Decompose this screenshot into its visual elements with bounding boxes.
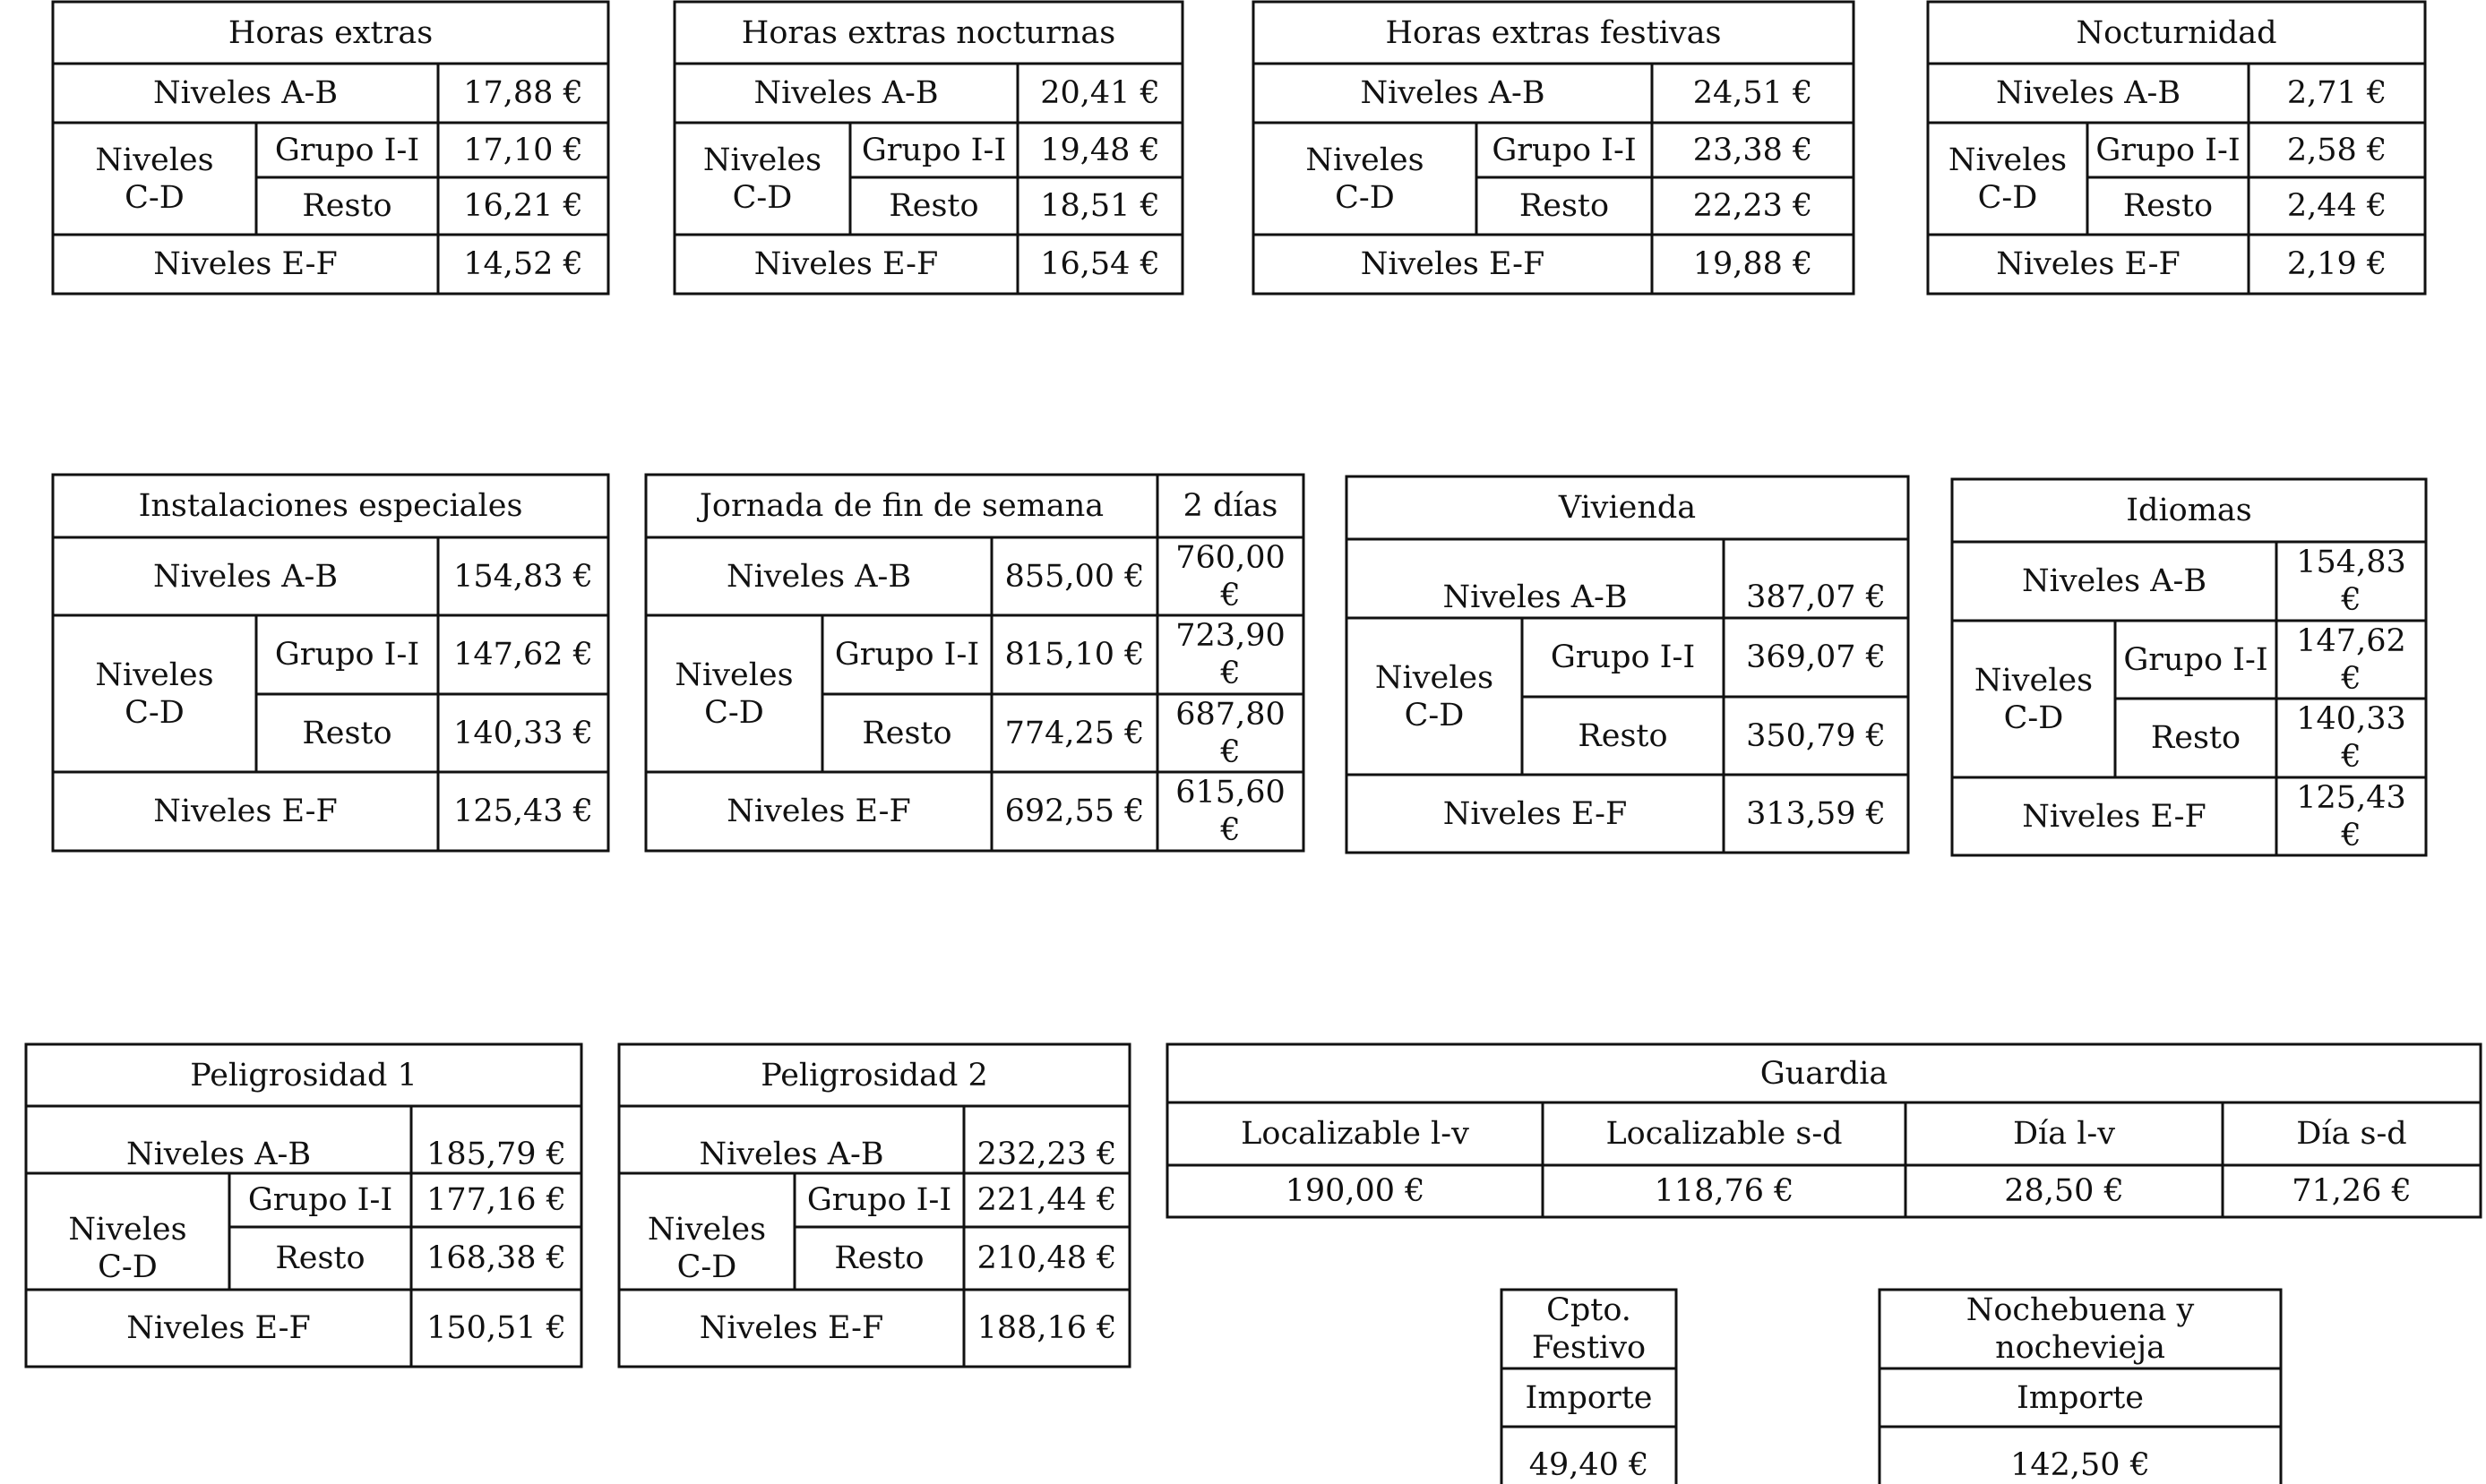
row-label-cd: Niveles C-D [95, 142, 214, 216]
value-ab: 185,79 € [426, 1137, 566, 1172]
value-resto: 350,79 € [1746, 717, 1886, 754]
row-label-resto: Resto [834, 1240, 925, 1276]
row-label-grupo: Grupo I-I [1492, 132, 1637, 168]
value-ef: 125,43 € [2296, 779, 2406, 854]
row-label-ef: Niveles E-F [1360, 246, 1545, 282]
row-label-resto: Resto [889, 188, 979, 224]
row-label-ef: Niveles E-F [1442, 795, 1628, 832]
table-title: Horas extras nocturnas [741, 14, 1116, 51]
row-label-grupo: Grupo I-I [274, 132, 420, 168]
row-label-ab: Niveles A-B [1442, 579, 1628, 615]
row-label-ef: Niveles E-F [153, 246, 338, 282]
row-label-ab: Niveles A-B [125, 1137, 312, 1172]
row-label-grupo: Grupo I-I [274, 637, 420, 673]
value-ef: 14,52 € [463, 246, 583, 282]
row-label-ab: Niveles A-B [753, 75, 939, 111]
row-label-cd: Niveles C-D [647, 1212, 767, 1285]
value-ab: 17,88 € [463, 75, 583, 111]
table-title: Nocturnidad [2076, 14, 2277, 51]
table-title: Peligrosidad 2 [761, 1057, 988, 1094]
table-title: Horas extras [228, 14, 434, 51]
value-ab: 855,00 € [1004, 558, 1145, 595]
header-dia-lv: Día l-v [2012, 1116, 2116, 1152]
importe-label: Importe [1525, 1379, 1653, 1416]
importe-value: 142,50 € [2010, 1447, 2150, 1483]
row-label-grupo: Grupo I-I [2095, 132, 2241, 168]
row-label-ab: Niveles A-B [152, 75, 339, 111]
row-label-ab: Niveles A-B [699, 1137, 884, 1172]
row-label-grupo: Grupo I-I [2123, 641, 2268, 678]
row-label-ef: Niveles E-F [153, 793, 338, 829]
table-title-2-dias: 2 días [1183, 488, 1278, 524]
table-title: Instalaciones especiales [138, 488, 523, 524]
value-grupo: 23,38 € [1692, 132, 1813, 168]
value-resto: 16,21 € [463, 188, 583, 224]
value-dia-sd: 71,26 € [2292, 1173, 2412, 1209]
value-ab: 24,51 € [1692, 75, 1813, 111]
row-label-grupo: Grupo I-I [834, 637, 980, 673]
value-resto: 140,33 € [453, 715, 593, 751]
value-dia-lv: 28,50 € [2004, 1173, 2124, 1209]
row-label-grupo: Grupo I-I [806, 1182, 952, 1218]
table-title: Guardia [1759, 1055, 1888, 1092]
header-localizable-sd: Localizable s-d [1605, 1116, 1843, 1152]
value-ef: 2,19 € [2286, 246, 2387, 282]
row-label-cd: Niveles C-D [95, 656, 214, 731]
value-ab-2-dias: 760,00 € [1175, 539, 1286, 613]
table-title: Nochebuena y nochevieja [1966, 1292, 2195, 1366]
row-label-ab: Niveles A-B [1995, 75, 2181, 111]
row-label-cd: Niveles C-D [702, 142, 822, 216]
row-label-cd: Niveles C-D [1974, 662, 2094, 736]
row-label-ab: Niveles A-B [152, 558, 339, 595]
importe-label: Importe [2017, 1379, 2144, 1416]
row-label-ef: Niveles E-F [699, 1310, 884, 1346]
row-label-resto: Resto [2150, 720, 2241, 756]
row-label-ef: Niveles E-F [1996, 246, 2181, 282]
value-ef: 19,88 € [1692, 246, 1813, 282]
value-resto: 774,25 € [1004, 715, 1145, 751]
row-label-ef: Niveles E-F [126, 1310, 311, 1346]
value-resto: 140,33 € [2296, 701, 2406, 775]
row-label-cd: Niveles C-D [1948, 142, 2068, 216]
row-label-resto: Resto [862, 715, 952, 751]
table-title: Vivienda [1558, 490, 1697, 526]
row-label-cd: Niveles C-D [1374, 659, 1494, 733]
value-ef-2-dias: 615,60 € [1175, 775, 1286, 848]
value-ef: 188,16 € [976, 1310, 1117, 1346]
row-label-resto: Resto [302, 715, 392, 751]
value-ef: 313,59 € [1746, 795, 1886, 832]
value-ef: 16,54 € [1040, 246, 1160, 282]
row-label-cd: Niveles C-D [1305, 142, 1424, 216]
value-ef: 150,51 € [426, 1310, 566, 1346]
table-title: Peligrosidad 1 [190, 1057, 417, 1094]
row-label-grupo: Grupo I-I [1550, 639, 1696, 675]
value-grupo: 19,48 € [1040, 132, 1160, 168]
value-ef: 125,43 € [453, 793, 593, 829]
value-ab: 387,07 € [1746, 579, 1886, 615]
value-ab: 154,83 € [2296, 545, 2406, 618]
row-label-resto: Resto [1578, 717, 1668, 754]
value-grupo: 221,44 € [976, 1182, 1117, 1218]
value-ef: 692,55 € [1004, 793, 1145, 829]
value-grupo: 147,62 € [2296, 622, 2406, 697]
row-label-ef: Niveles E-F [753, 246, 939, 282]
table-title: Horas extras festivas [1385, 14, 1722, 51]
value-resto: 2,44 € [2286, 188, 2387, 224]
row-label-ef: Niveles E-F [727, 793, 911, 829]
value-grupo: 17,10 € [463, 132, 583, 168]
row-label-resto: Resto [302, 188, 392, 224]
value-ab: 154,83 € [453, 558, 593, 595]
table-title: Jornada de fin de semana [699, 488, 1105, 524]
value-ab: 232,23 € [976, 1137, 1117, 1172]
row-label-ab: Niveles A-B [2021, 563, 2207, 599]
header-dia-sd: Día s-d [2296, 1116, 2407, 1152]
row-label-ef: Niveles E-F [2022, 798, 2206, 835]
row-label-resto: Resto [1518, 188, 1610, 224]
row-label-grupo: Grupo I-I [861, 132, 1007, 168]
table-title: Cpto. Festivo [1531, 1292, 1647, 1366]
row-label-ab: Niveles A-B [1360, 75, 1545, 111]
value-grupo: 177,16 € [426, 1182, 566, 1218]
value-resto: 210,48 € [976, 1240, 1117, 1276]
value-ab: 2,71 € [2286, 75, 2387, 111]
value-resto: 168,38 € [426, 1240, 566, 1276]
table-title: Idiomas [2126, 493, 2252, 528]
row-label-cd: Niveles C-D [675, 656, 794, 731]
row-label-cd: Niveles C-D [68, 1212, 187, 1285]
row-label-ab: Niveles A-B [726, 558, 912, 595]
row-label-resto: Resto [275, 1240, 366, 1276]
row-label-grupo: Grupo I-I [247, 1182, 393, 1218]
row-label-resto: Resto [2122, 188, 2214, 224]
value-grupo: 815,10 € [1004, 637, 1145, 673]
value-grupo-2-dias: 723,90 € [1175, 618, 1286, 691]
value-grupo: 2,58 € [2286, 132, 2387, 168]
value-resto: 22,23 € [1692, 188, 1813, 224]
value-localizable-sd: 118,76 € [1654, 1173, 1794, 1209]
importe-value: 49,40 € [1528, 1447, 1649, 1483]
value-resto: 18,51 € [1040, 188, 1160, 224]
value-grupo: 147,62 € [453, 637, 593, 673]
value-grupo: 369,07 € [1746, 639, 1886, 675]
value-localizable-lv: 190,00 € [1285, 1173, 1425, 1209]
value-ab: 20,41 € [1040, 75, 1160, 111]
header-localizable-lv: Localizable l-v [1241, 1116, 1469, 1152]
value-resto-2-dias: 687,80 € [1175, 696, 1286, 770]
